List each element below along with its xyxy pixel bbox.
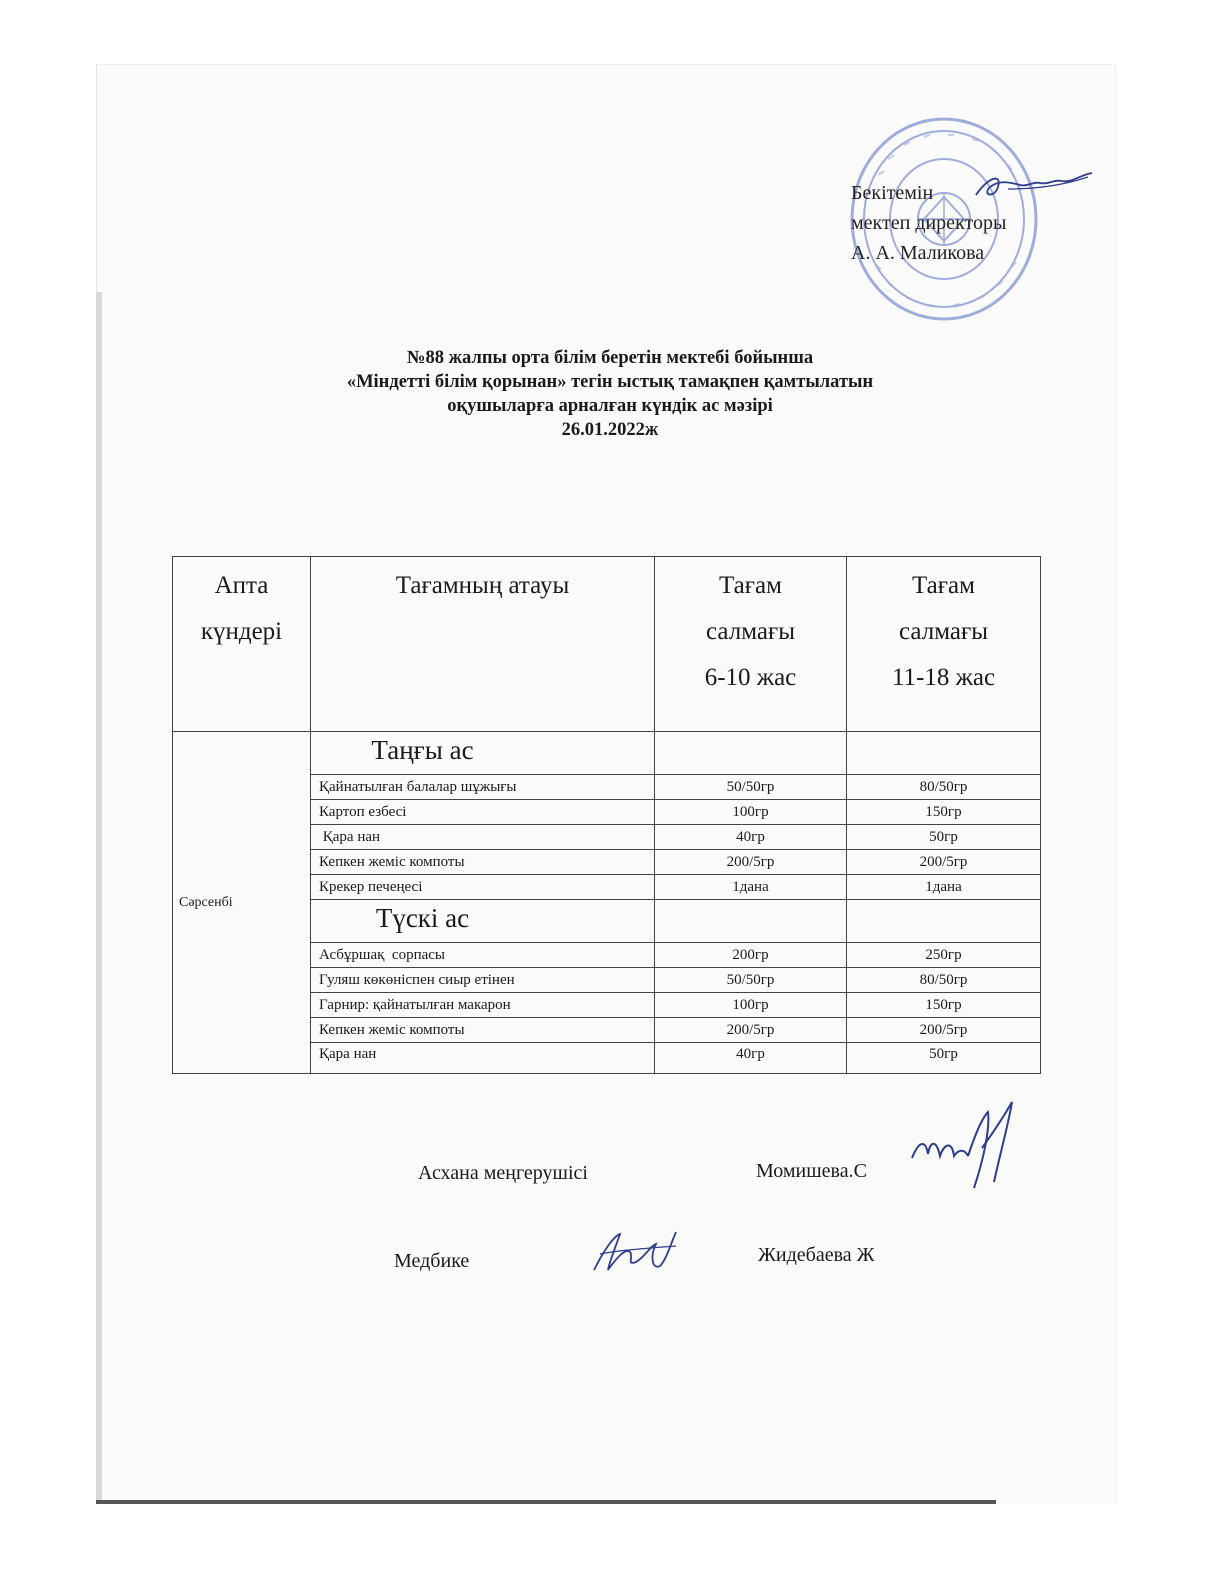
nurse-signature [590,1226,680,1278]
weight-11-18: 50гр [847,825,1041,850]
dish-name: Кепкен жеміс компоты [311,850,655,875]
weight-6-10: 200/5гр [655,850,847,875]
header-weight-11-18 [847,557,1041,732]
dish-name: Картоп езбесі [311,800,655,825]
title-line-2: «Міндетті білім қорынан» тегін ыстық тамақпен қамтылатын [346,372,874,392]
dish-name: Кепкен жеміс компоты [311,1018,655,1043]
table-header-row [173,557,1041,732]
page-edge-shadow [96,292,102,1504]
weight-11-18: 150гр [847,993,1041,1018]
dish-name: Крекер печеңесі [311,875,655,900]
dish-name: Қайнатылған балалар шұжығы [311,775,655,800]
weight-6-10: 40гр [655,825,847,850]
weight-6-10: 1дана [655,875,847,900]
menu-table [172,556,1041,1074]
title-line-3: оқушыларға арналған күндік ас мәзірі [447,396,773,416]
weight-6-10: 100гр [655,993,847,1018]
weight-6-10: 100гр [655,800,847,825]
cook-signature [908,1098,1018,1193]
empty-cell [655,732,847,775]
header-text: 11-18 жас [891,664,996,691]
lunch-label: Түскі ас [311,900,655,943]
weight-11-18: 150гр [847,800,1041,825]
weight-6-10: 200гр [655,943,847,968]
weight-11-18: 200/5гр [847,1018,1041,1043]
header-weight-6-10 [655,557,847,732]
weight-6-10: 40гр [655,1043,847,1074]
header-text: Тағам [912,572,975,599]
header-text: Тағамның атауы [395,572,570,599]
approval-line-2: мектеп директоры [851,212,1007,234]
breakfast-header-row [173,732,1041,775]
empty-cell [655,900,847,943]
header-text: Апта [214,572,269,599]
weight-11-18: 80/50гр [847,968,1041,993]
header-text: салмағы [899,618,988,645]
weight-6-10: 200/5гр [655,1018,847,1043]
dish-name: Гарнир: қайнатылған макарон [311,993,655,1018]
weight-11-18: 200/5гр [847,850,1041,875]
header-text: күндері [200,618,283,645]
header-dish-name [311,557,655,732]
title-line-1: №88 жалпы орта білім беретін мектебі бойынша [406,348,814,368]
approval-line-1: Бекітемін [851,182,934,204]
weight-6-10: 50/50гр [655,968,847,993]
weight-11-18: 250гр [847,943,1041,968]
nurse-role: Медбике [394,1250,470,1272]
document-title [180,346,1040,442]
page-bottom-edge [96,1500,996,1504]
breakfast-label: Таңғы ас [311,732,655,775]
empty-cell [847,900,1041,943]
title-date: 26.01.2022ж [561,420,659,440]
weight-6-10: 50/50гр [655,775,847,800]
director-signature [968,165,1098,210]
nurse-name: Жидебаева Ж [758,1244,875,1266]
weight-11-18: 1дана [847,875,1041,900]
cook-role: Асхана меңгерушісі [418,1162,588,1184]
empty-cell [847,732,1041,775]
dish-name: Қара нан [311,1043,655,1074]
day-cell: Сәрсенбі [173,732,311,1074]
approval-line-3: А. А. Маликова [851,242,985,264]
cook-name: Момишева.С [756,1160,867,1182]
dish-name: Асбұршақ сорпасы [311,943,655,968]
header-text: салмағы [706,618,795,645]
header-text: Тағам [719,572,782,599]
weight-11-18: 80/50гр [847,775,1041,800]
dish-name: Қара нан [311,825,655,850]
header-text: 6-10 жас [704,664,797,691]
header-week-days [173,557,311,732]
dish-name: Гуляш көкөніспен сиыр етінен [311,968,655,993]
weight-11-18: 50гр [847,1043,1041,1074]
